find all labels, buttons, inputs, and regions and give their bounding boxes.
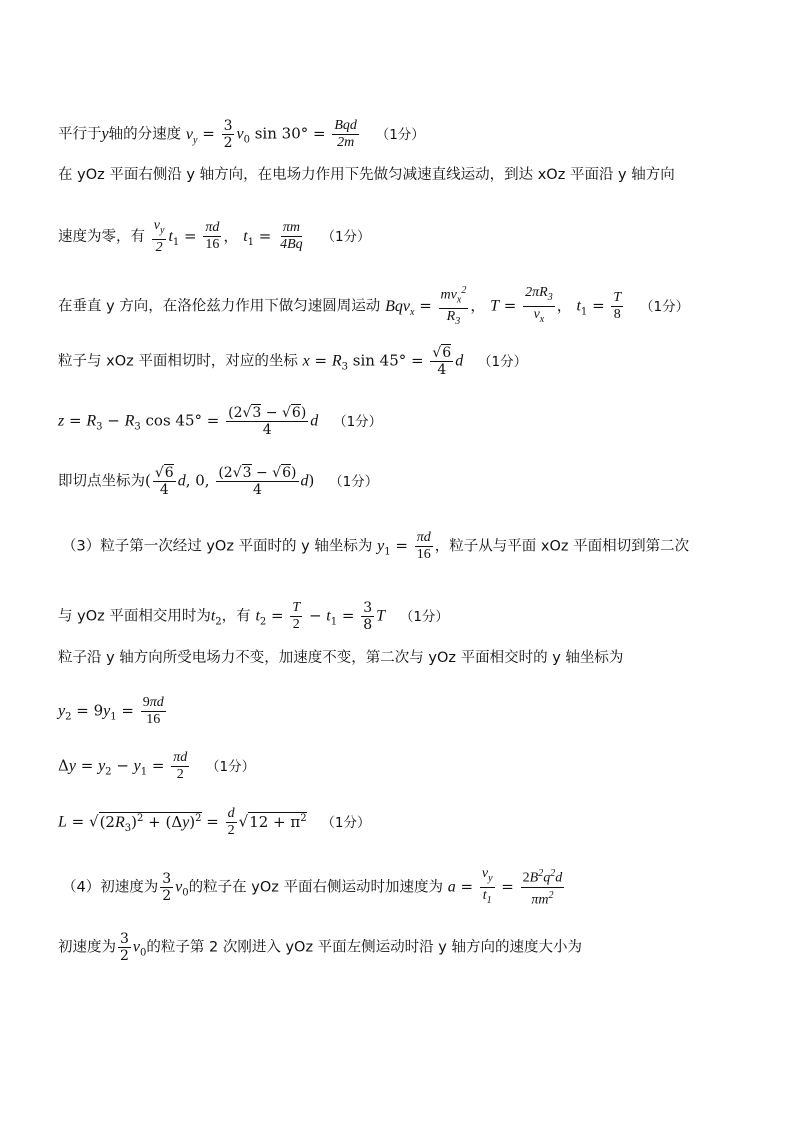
text-line-7: 即切点坐标为( $\frac{√6}{4}$ d, 0, $\frac{(2√3 - √6)}{4}$ d) （1分）	[58, 465, 379, 498]
text-line-15: 初速度为 $\frac{3}{2}$ $v_0$的粒子第 2 次刚进入 yOz 平面左侧运动时沿 y 轴方向的速度大小为	[58, 931, 582, 964]
text: 轴的分速度	[108, 126, 182, 143]
text-line-12: $\Delta y = y_2 - y_1$ = $\frac{\pi d}{2}$ （1分）	[58, 750, 256, 782]
text: ，粒子从与平面 xOz 平面相切到第二次	[434, 538, 690, 555]
text: （3）粒子第一次经过 yOz 平面时的 y 轴坐标为	[62, 538, 373, 555]
text: 初速度为	[58, 939, 116, 956]
score: （1分）	[206, 758, 256, 775]
text: 的粒子第 2 次刚进入 yOz 平面左侧运动时沿 y 轴方向的速度大小为	[146, 939, 582, 956]
text: ，有	[221, 608, 251, 625]
text: （4）初速度为	[62, 879, 159, 896]
text: 在垂直 y 方向，在洛伦兹力作用下做匀速圆周运动	[58, 298, 381, 315]
text: 的粒子在 yOz 平面右侧运动时加速度为	[188, 879, 443, 896]
text-line-13: $L = √(2R_3)^2 + (\Delta y)^2$ = $\frac{d}{2}$ $√12 + \pi^2$ （1分）	[58, 806, 371, 838]
var: y	[101, 125, 109, 143]
text-line-9: 与 yOz 平面相交用时为$t_2$，有 $t_2$ = $\frac{T}{2}$ − $t_1$ = $\frac{3}{8}$ T （1分）	[58, 600, 449, 633]
score: （1分）	[321, 228, 371, 245]
text-line-14: （4）初速度为 $\frac{3}{2}$ $v_0$的粒子在 yOz 平面右侧运动时加速度为 a = $\frac{v_y}{t_1}$ = $\frac{2B^2q^2d}{\pi m^2}$	[62, 866, 563, 908]
score: （1分）	[639, 298, 690, 315]
score: （1分）	[375, 126, 425, 143]
text-line-8: （3）粒子第一次经过 yOz 平面时的 y 轴坐标为 $y_1$ = $\frac{\pi d}{16}$ ，粒子从与平面 xOz 平面相切到第二次	[62, 530, 690, 562]
text-line-11: $y_2 = 9y_1$ = $\frac{9\pi d}{16}$	[58, 695, 164, 727]
text-line-6: $z = R_3 - R_3$ cos 45° = $\frac{(2√3 - √6)}{4}$ d （1分）	[58, 405, 383, 438]
text-line-3: 速度为零，有 $\frac{v_y}{2}$ $t_1$ = $\frac{\pi d}{16}$ ， $t_1$ = $\frac{\pi m}{4Bq}$ （1分）	[58, 218, 371, 255]
text: 与 yOz 平面相交用时为	[58, 608, 211, 625]
text-line-2: 在 yOz 平面右侧沿 y 轴方向，在电场力作用下先做匀减速直线运动，到达 xOz 平面沿 y 轴方向	[58, 167, 675, 183]
score: （1分）	[399, 608, 449, 625]
text: 速度为零，有	[58, 228, 145, 245]
score: （1分）	[333, 413, 383, 430]
score: （1分）	[478, 353, 528, 370]
text-line-5: 粒子与 xOz 平面相切时，对应的坐标 $x = R_3$ sin 45° = $\frac{√6}{4}$ d （1分）	[58, 345, 528, 378]
score: （1分）	[329, 473, 379, 490]
text-line-4: 在垂直 y 方向，在洛伦兹力作用下做匀速圆周运动 Bqv$_x$ = $\frac{mv_x^2}{R_3}$ ， T = $\frac{2\pi R_3}{v_x}$ ， $t_1$ = $\frac{T}{8}$ （1分）	[58, 285, 690, 328]
text: 平行于	[58, 126, 102, 143]
text-line-1: 平行于y轴的分速度 $v_y$ = $\frac{3}{2}$ $v_0$ sin 30° = $\frac{\text{Bqd}}{2m}$ （1分）	[58, 118, 425, 151]
score: （1分）	[321, 814, 371, 831]
text: 即切点坐标为	[58, 473, 145, 490]
text-line-10: 粒子沿 y 轴方向所受电场力不变，加速度不变，第二次与 yOz 平面相交时的 y 轴坐标为	[58, 650, 624, 666]
text: 粒子与 xOz 平面相切时，对应的坐标	[58, 353, 298, 370]
